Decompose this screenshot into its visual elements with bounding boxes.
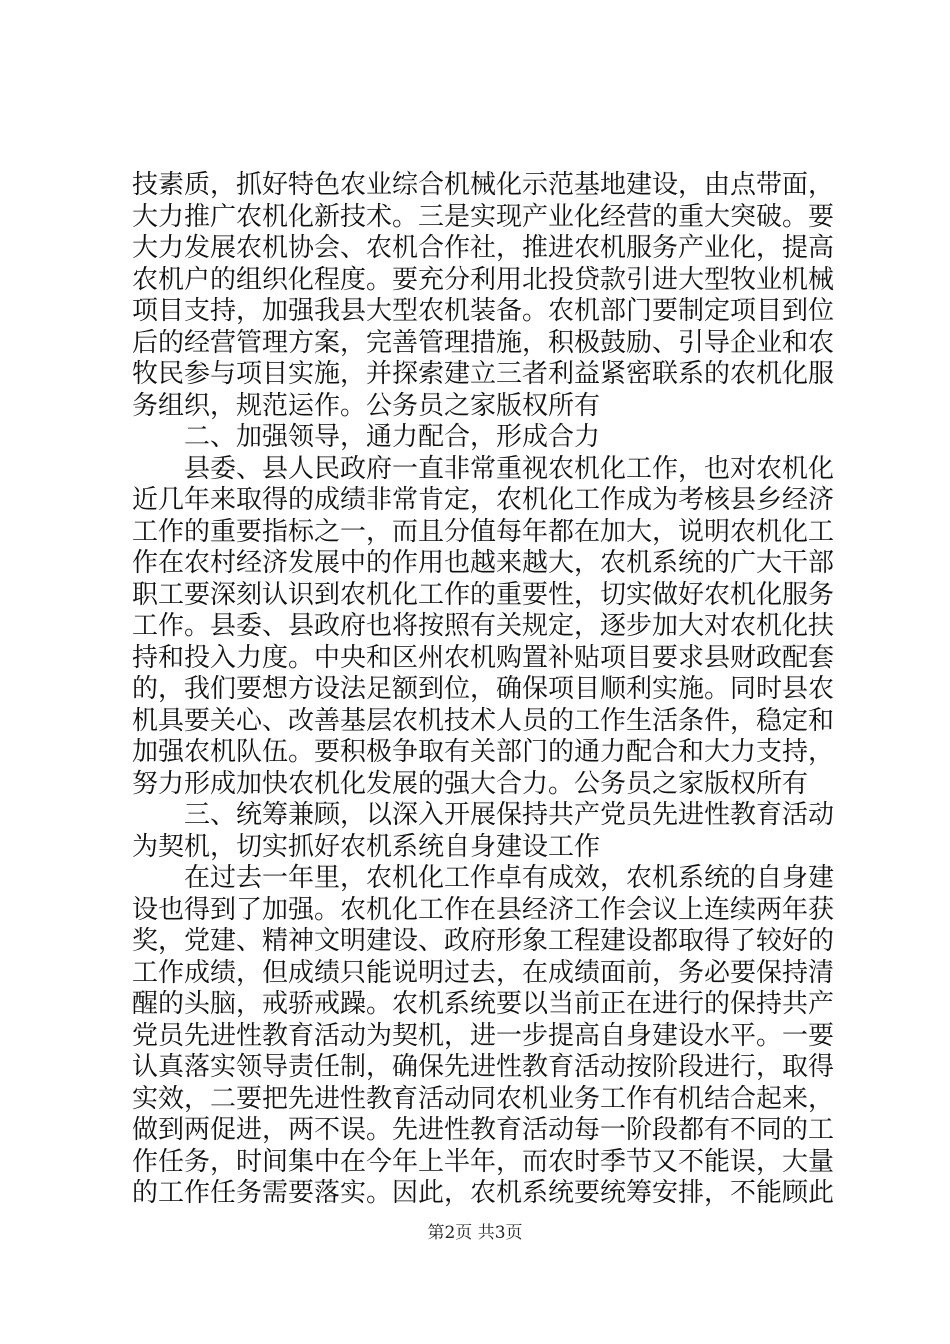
text-line: 牧民参与项目实施，并探索建立三者利益紧密联系的农机化服 (132, 359, 835, 389)
text-line: 工作成绩，但成绩只能说明过去，在成绩面前，务必要保持清 (132, 957, 835, 988)
text-line: 认真落实领导责任制，确保先进性教育活动按阶段进行，取得 (132, 1052, 835, 1082)
text-line: 设也得到了加强。农机化工作在县经济工作会议上连续两年获 (132, 894, 835, 925)
text-line: 党员先进性教育活动为契机，进一步提高自身建设水平。一要 (132, 1020, 835, 1051)
text-line: 工作。县委、县政府也将按照有关规定，逐步加大对农机化扶 (132, 611, 835, 641)
text-line: 的工作任务需要落实。因此，农机系统要统筹安排，不能顾此 (132, 1178, 835, 1208)
text-line: 后的经营管理方案，完善管理措施，积极鼓励、引导企业和农 (132, 327, 835, 358)
text-line: 实效，二要把先进性教育活动同农机业务工作有机结合起来， (132, 1083, 835, 1114)
text-line: 二、加强领导，通力配合，形成合力 (184, 422, 601, 452)
text-line: 农机户的组织化程度。要充分利用北投贷款引进大型牧业机械 (132, 264, 835, 295)
text-line: 醒的头脑，戒骄戒躁。农机系统要以当前正在进行的保持共产 (132, 989, 835, 1019)
text-line: 作在农村经济发展中的作用也越来越大，农机系统的广大干部 (132, 548, 835, 578)
text-line: 工作的重要指标之一，而且分值每年都在加大，说明农机化工 (132, 516, 835, 547)
text-line: 大力发展农机协会、农机合作社，推进农机服务产业化，提高 (132, 233, 835, 263)
text-line: 大力推广农机化新技术。三是实现产业化经营的重大突破。要 (132, 201, 835, 232)
page-footer (0, 1218, 950, 1243)
text-line: 加强农机队伍。要积极争取有关部门的通力配合和大力支持， (132, 737, 835, 767)
text-line: 项目支持，加强我县大型农机装备。农机部门要制定项目到位 (132, 296, 835, 326)
text-line: 持和投入力度。中央和区州农机购置补贴项目要求县财政配套 (132, 642, 835, 673)
text-line: 努力形成加快农机化发展的强大合力。公务员之家版权所有 (132, 768, 809, 799)
text-line: 三、统筹兼顾，以深入开展保持共产党员先进性教育活动 (184, 800, 835, 830)
text-line: 奖，党建、精神文明建设、政府形象工程建设都取得了较好的 (132, 926, 835, 956)
text-line: 职工要深刻认识到农机化工作的重要性，切实做好农机化服务 (132, 579, 835, 610)
document-body (132, 170, 835, 1210)
text-line: 作任务，时间集中在今年上半年，而农时季节又不能误，大量 (132, 1146, 835, 1177)
text-line: 近几年来取得的成绩非常肯定，农机化工作成为考核县乡经济 (132, 485, 835, 515)
page-number-label: 第2页 共3页 (427, 1223, 523, 1243)
text-line: 技素质，抓好特色农业综合机械化示范基地建设，由点带面， (132, 170, 835, 200)
text-line: 为契机，切实抓好农机系统自身建设工作 (132, 831, 601, 862)
text-line: 机具要关心、改善基层农机技术人员的工作生活条件，稳定和 (132, 705, 835, 736)
text-line: 的，我们要想方设法足额到位，确保项目顺利实施。同时县农 (132, 674, 835, 704)
text-line: 做到两促进，两不误。先进性教育活动每一阶段都有不同的工 (132, 1115, 835, 1145)
text-line: 在过去一年里，农机化工作卓有成效，农机系统的自身建 (184, 863, 835, 893)
text-line: 务组织，规范运作。公务员之家版权所有 (132, 390, 601, 421)
text-line: 县委、县人民政府一直非常重视农机化工作，也对农机化 (184, 453, 835, 484)
